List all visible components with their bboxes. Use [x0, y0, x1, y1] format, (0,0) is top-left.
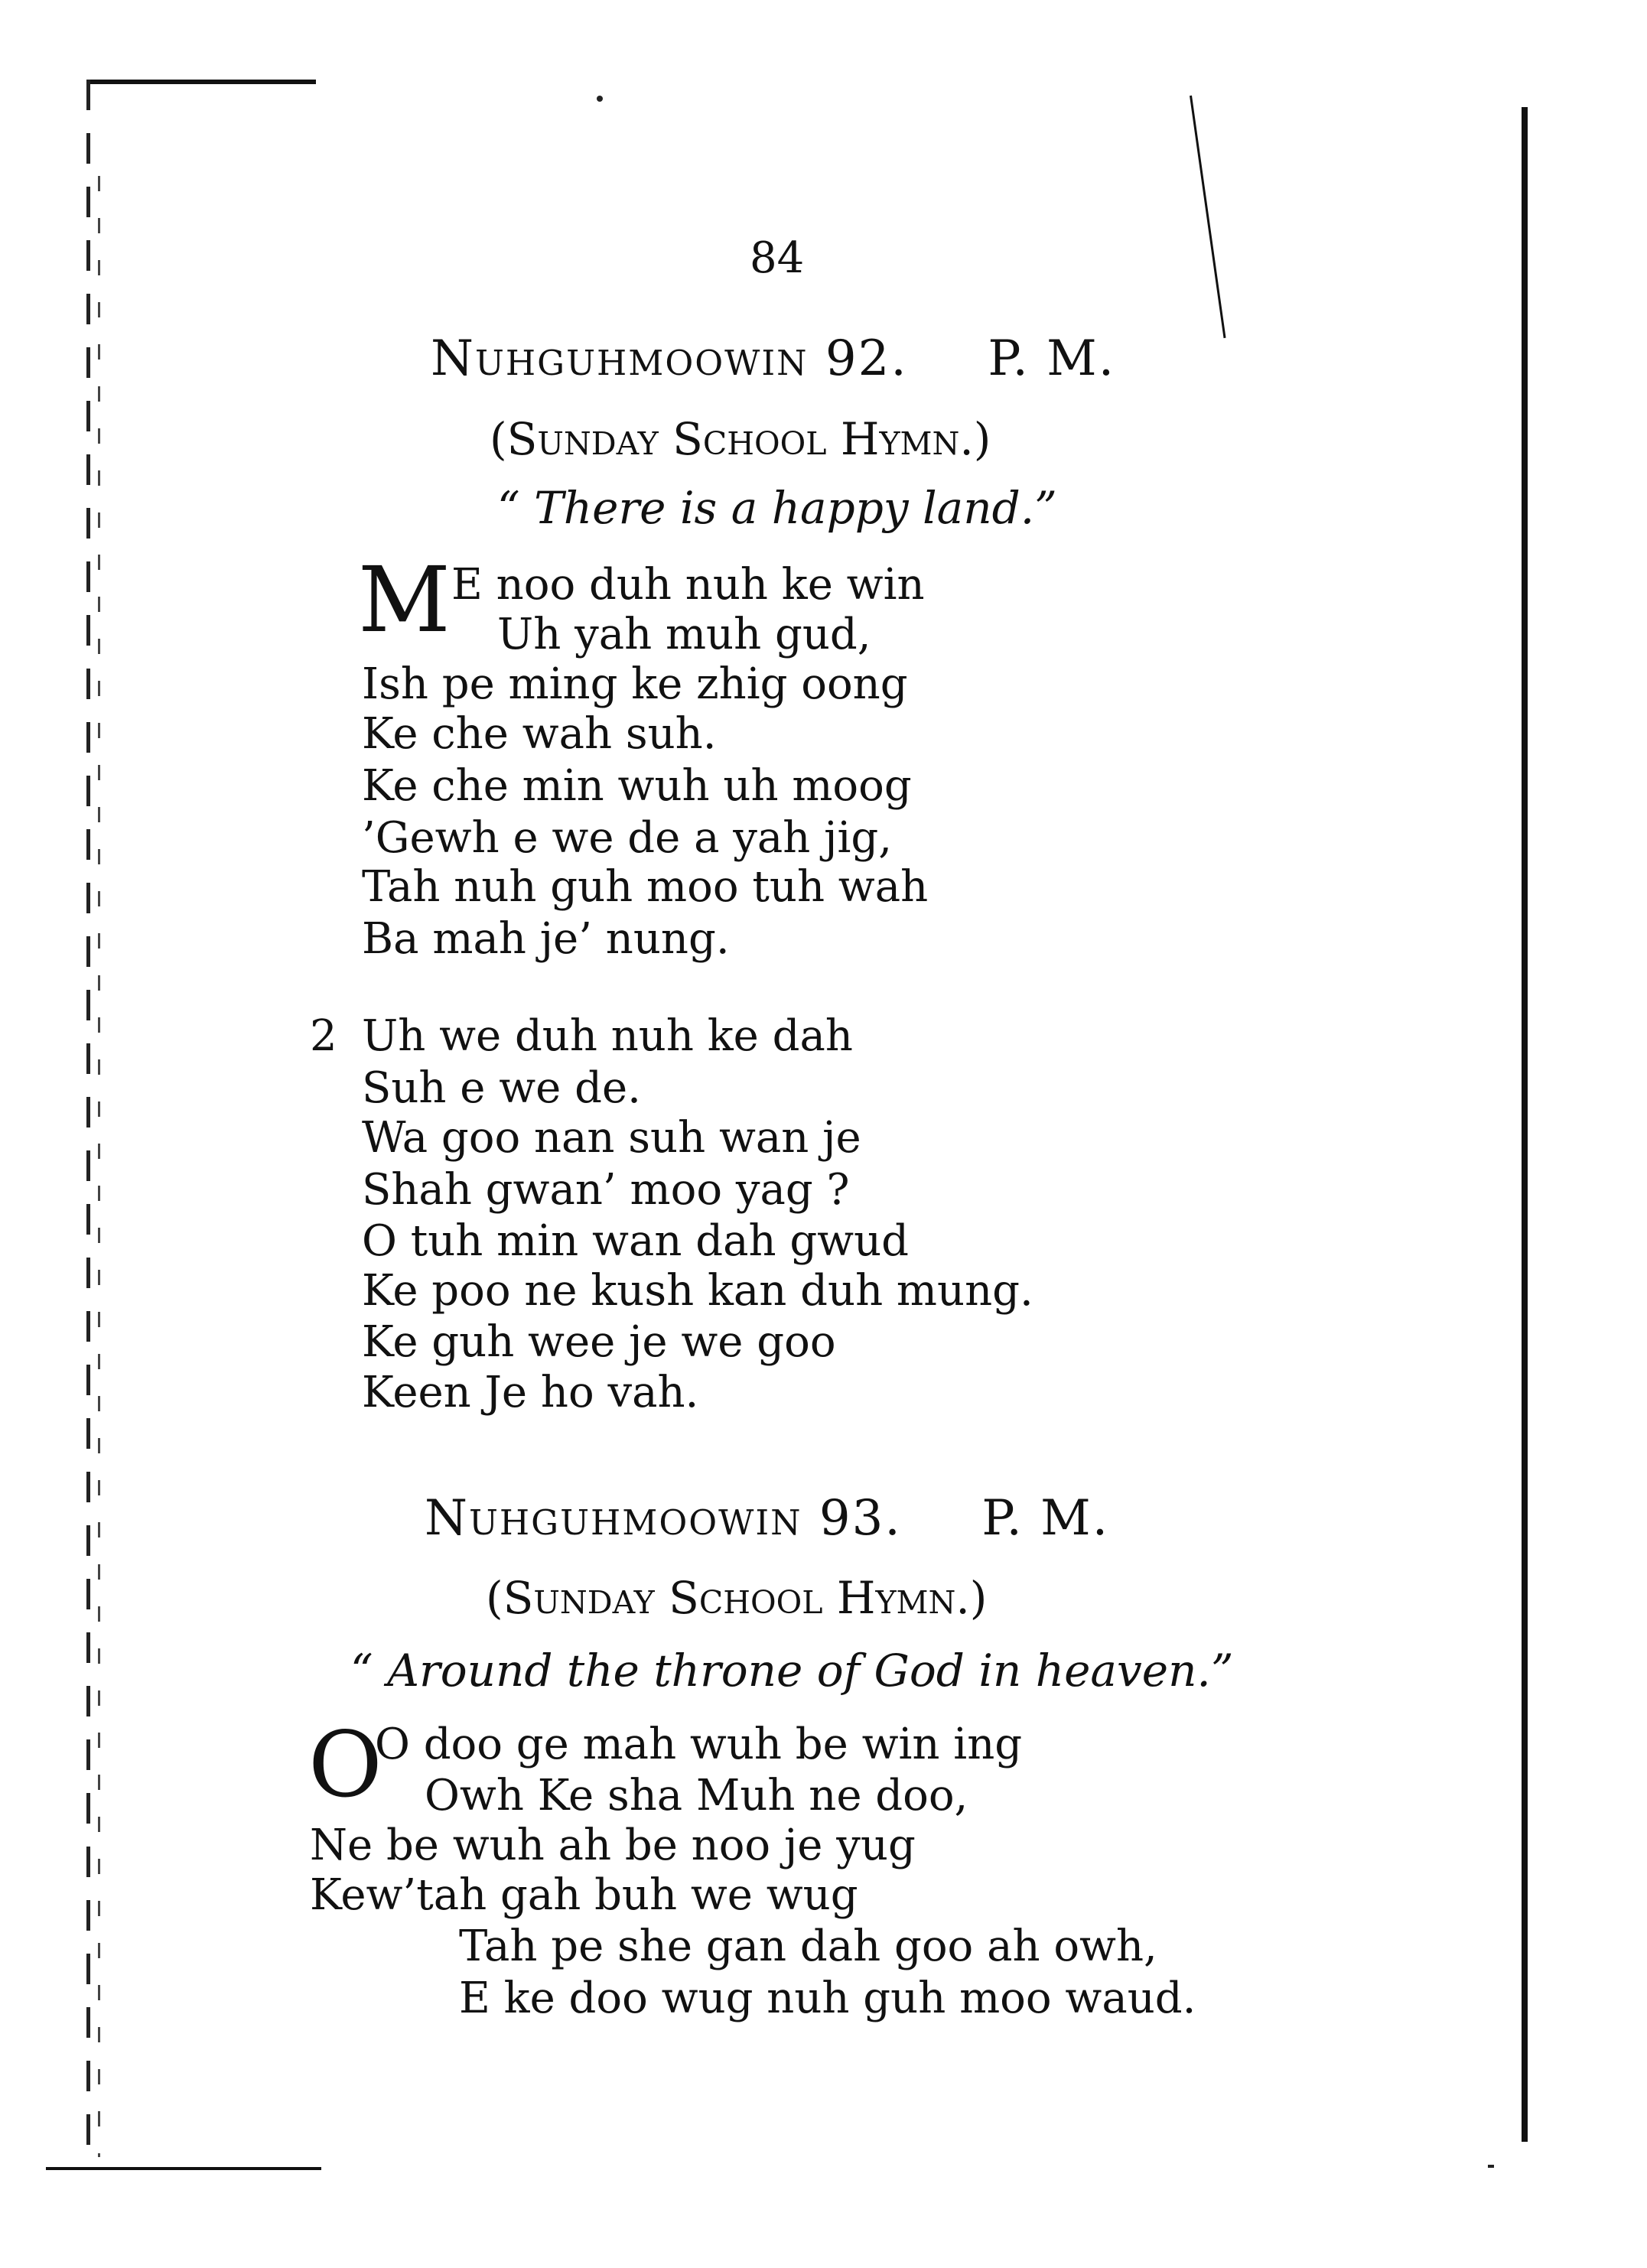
verse-line: Ba mah je’ nung. [362, 914, 730, 964]
speck [1488, 2165, 1494, 2168]
verse-line: Ke guh wee je we goo [362, 1317, 836, 1367]
hymn-title-word: Nuhguhmoowin [431, 330, 809, 387]
verse-line: Wa goo nan suh wan je [362, 1113, 861, 1163]
hymn-meter: P. M. [988, 330, 1116, 387]
verse-line: Tah pe she gan dah goo ah owh, [459, 1921, 1157, 1971]
right-edge-line [1522, 107, 1528, 2142]
bottom-left-border [46, 2167, 321, 2170]
verse-line: Keen Je ho vah. [362, 1368, 699, 1417]
hymn-first-line: “ Around the throne of God in heaven.” [350, 1645, 1234, 1697]
verse-line: Ke che min wuh uh moog [362, 761, 912, 811]
drop-cap: M [358, 547, 451, 652]
hymn-first-line: “ There is a happy land.” [497, 482, 1057, 534]
hymn-number: 93. [819, 1490, 902, 1547]
verse-line: E noo duh nuh ke win [451, 560, 925, 610]
speck [597, 96, 603, 102]
verse-line: ’Gewh e we de a yah jig, [362, 813, 893, 863]
hymn-meter: P. M. [981, 1490, 1110, 1547]
page-number: 84 [750, 233, 805, 283]
top-left-border [86, 80, 316, 84]
verse-line: Ne be wuh ah be noo je yug [310, 1821, 916, 1870]
left-border [86, 80, 90, 2160]
verse-line: E ke doo wug nuh guh moo waud. [459, 1974, 1196, 2023]
hymn-subtitle: (Sunday School Hymn.) [486, 1572, 988, 1624]
verse-line: O doo ge mah wuh be win ing [375, 1720, 1023, 1769]
hymn-title-word: Nuhguhmoowin [425, 1490, 802, 1547]
verse-number: 2 [310, 1011, 337, 1061]
page-fold-line [1190, 96, 1226, 338]
left-border-inner [98, 176, 100, 2157]
verse-line: Owh Ke sha Muh ne doo, [425, 1771, 968, 1821]
hymn-title [431, 330, 1115, 387]
verse-line: Shah gwan’ moo yag ? [362, 1165, 850, 1215]
hymn-subtitle: (Sunday School Hymn.) [490, 413, 991, 465]
verse-line: Uh we duh nuh ke dah [362, 1011, 853, 1061]
verse-line: Ke che wah suh. [362, 709, 717, 759]
hymn-title [425, 1490, 1109, 1547]
verse-line: Tah nuh guh moo tuh wah [362, 862, 929, 912]
verse-line: O tuh min wan dah gwud [362, 1216, 910, 1266]
verse-line: Uh yah muh gud, [497, 610, 871, 659]
hymn-number: 92. [825, 330, 908, 387]
verse-line: Ish pe ming ke zhig oong [362, 659, 908, 709]
verse-line: Kew’tah gah buh we wug [310, 1870, 858, 1920]
verse-line: Ke poo ne kush kan duh mung. [362, 1266, 1033, 1316]
verse-line: Suh e we de. [362, 1063, 641, 1113]
drop-cap: O [308, 1712, 382, 1817]
